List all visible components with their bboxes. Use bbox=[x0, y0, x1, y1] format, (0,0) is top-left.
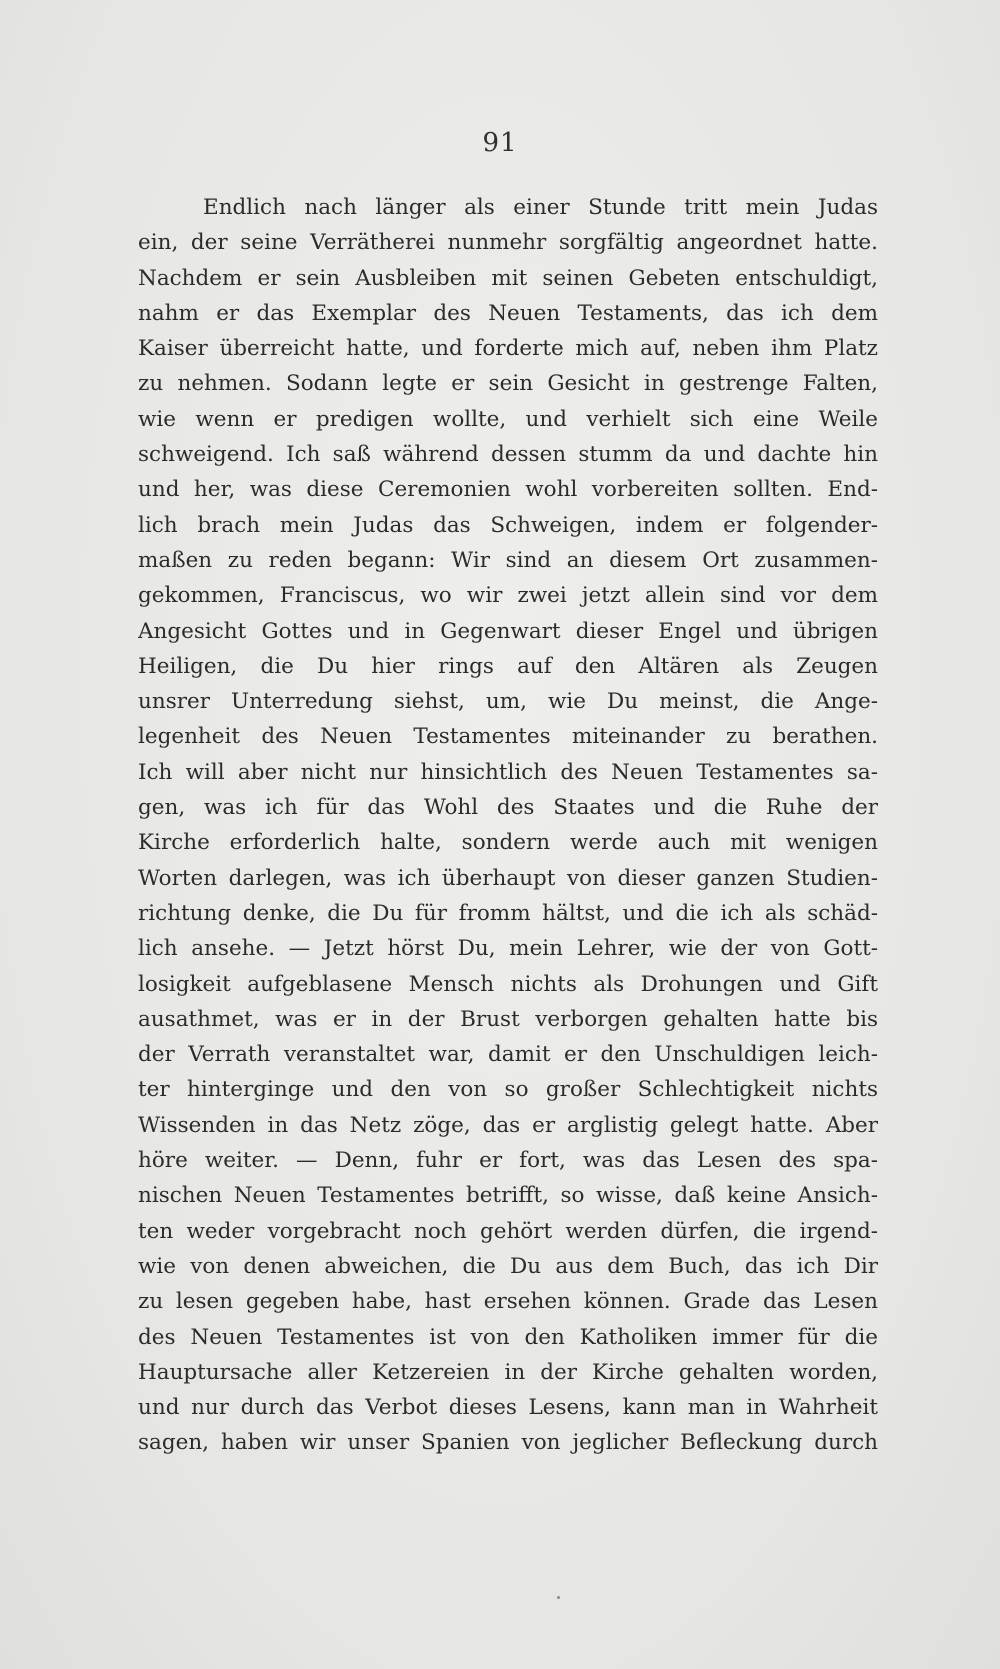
text-line: Angesicht Gottes und in Gegenwart dieser Engel und übrigen bbox=[138, 618, 878, 644]
text-line: Nachdem er sein Ausbleiben mit seinen Gebeten entschuldigt, bbox=[138, 265, 878, 291]
text-line: legenheit des Neuen Testamentes miteinander zu berathen. bbox=[138, 724, 878, 750]
text-line: und nur durch das Verbot dieses Lesens, kann man in Wahrheit bbox=[138, 1395, 878, 1421]
text-line: zu nehmen. Sodann legte er sein Gesicht in gestrenge Falten, bbox=[138, 371, 878, 397]
text-line: Wissenden in das Netz zöge, das er arglistig gelegt hatte. Aber bbox=[138, 1112, 878, 1138]
text-line: unsrer Unterredung siehst, um, wie Du meinst, die Ange- bbox=[138, 689, 878, 715]
text-line: Endlich nach länger als einer Stunde tritt mein Judas bbox=[203, 195, 878, 220]
text-line: schweigend. Ich saß während dessen stumm da und dachte hin bbox=[138, 442, 878, 468]
text-line: Kaiser überreicht hatte, und forderte mich auf, neben ihm Platz bbox=[138, 336, 878, 362]
text-line: Worten darlegen, was ich überhaupt von dieser ganzen Studien- bbox=[138, 865, 878, 891]
paper-speck bbox=[557, 1596, 560, 1599]
text-line: wie wenn er predigen wollte, und verhielt sich eine Weile bbox=[138, 406, 878, 432]
text-line: ein, der seine Verrätherei nunmehr sorgfältig angeordnet hatte. bbox=[138, 230, 878, 256]
text-line: der Verrath veranstaltet war, damit er den Unschuldigen leich- bbox=[138, 1042, 878, 1068]
text-line: Heiligen, die Du hier rings auf den Altären als Zeugen bbox=[138, 653, 878, 679]
text-line: losigkeit aufgeblasene Mensch nichts als Drohungen und Gift bbox=[138, 971, 878, 997]
text-line: Hauptursache aller Ketzereien in der Kirche gehalten worden, bbox=[138, 1359, 878, 1385]
text-line: lich ansehe. — Jetzt hörst Du, mein Lehrer, wie der von Gott- bbox=[138, 936, 878, 962]
text-line: höre weiter. — Denn, fuhr er fort, was das Lesen des spa- bbox=[138, 1148, 878, 1174]
body-text bbox=[138, 190, 878, 1461]
text-line: nahm er das Exemplar des Neuen Testaments, das ich dem bbox=[138, 300, 878, 326]
text-line: gekommen, Franciscus, wo wir zwei jetzt allein sind vor dem bbox=[138, 583, 878, 609]
text-line: gen, was ich für das Wohl des Staates und die Ruhe der bbox=[138, 795, 878, 821]
text-line: Ich will aber nicht nur hinsichtlich des Neuen Testamentes sa- bbox=[138, 759, 878, 785]
text-line: sagen, haben wir unser Spanien von jeglicher Befleckung durch bbox=[138, 1430, 878, 1456]
text-line: maßen zu reden begann: Wir sind an diesem Ort zusammen- bbox=[138, 547, 878, 573]
text-line: des Neuen Testamentes ist von den Katholiken immer für die bbox=[138, 1324, 878, 1350]
text-line: zu lesen gegeben habe, hast ersehen können. Grade das Lesen bbox=[138, 1289, 878, 1315]
text-line: richtung denke, die Du für fromm hältst, und die ich als schäd- bbox=[138, 900, 878, 926]
text-line: lich brach mein Judas das Schweigen, indem er folgender- bbox=[138, 512, 878, 538]
text-line: wie von denen abweichen, die Du aus dem Buch, das ich Dir bbox=[138, 1253, 878, 1279]
text-line: ten weder vorgebracht noch gehört werden dürfen, die irgend- bbox=[138, 1218, 878, 1244]
text-line: und her, was diese Ceremonien wohl vorbereiten sollten. End- bbox=[138, 477, 878, 503]
text-line: nischen Neuen Testamentes betrifft, so wisse, daß keine Ansich- bbox=[138, 1183, 878, 1209]
page-number: 91 bbox=[482, 128, 518, 158]
text-line: ter hinterginge und den von so großer Schlechtigkeit nichts bbox=[138, 1077, 878, 1103]
text-line: ausathmet, was er in der Brust verborgen gehalten hatte bis bbox=[138, 1006, 878, 1032]
text-line: Kirche erforderlich halte, sondern werde auch mit wenigen bbox=[138, 830, 878, 856]
